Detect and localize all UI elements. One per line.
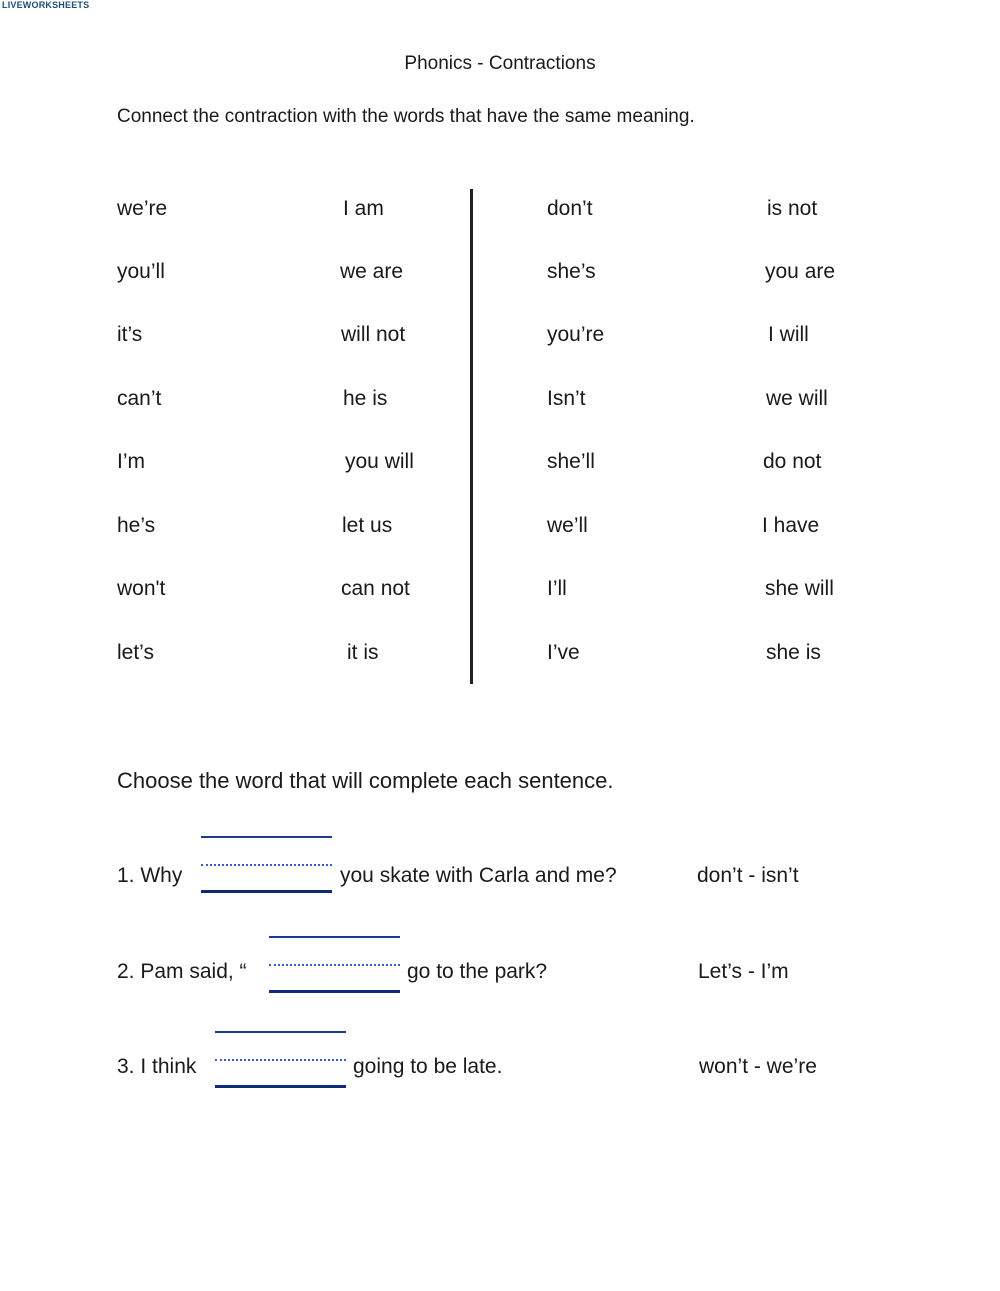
word-choices: don’t - isn’t bbox=[697, 864, 799, 887]
left-meaning[interactable]: we are bbox=[340, 260, 404, 283]
left-meaning[interactable]: it is bbox=[347, 641, 379, 664]
right-contraction[interactable]: she’ll bbox=[547, 450, 595, 473]
sentence-suffix: go to the park? bbox=[407, 960, 548, 983]
right-contraction[interactable]: we’ll bbox=[547, 514, 588, 537]
right-contraction[interactable]: you’re bbox=[547, 323, 605, 346]
matching-instruction: Connect the contraction with the words that have the same meaning. bbox=[117, 106, 695, 127]
answer-blank-3[interactable] bbox=[215, 1031, 346, 1087]
right-contraction[interactable]: she’s bbox=[547, 260, 596, 283]
left-meaning[interactable]: can not bbox=[341, 577, 410, 600]
answer-blank-2[interactable] bbox=[269, 936, 400, 992]
word-choices: Let’s - I’m bbox=[698, 960, 789, 983]
word-choices: won’t - we’re bbox=[699, 1055, 817, 1078]
left-meaning[interactable]: I am bbox=[343, 197, 384, 220]
right-meaning[interactable]: she will bbox=[765, 577, 834, 600]
right-contraction[interactable]: don’t bbox=[547, 197, 593, 220]
right-meaning[interactable]: she is bbox=[766, 641, 821, 664]
liveworksheets-logo: LIVEWORKSHEETS bbox=[2, 0, 90, 10]
sentence-prefix: 3. I think bbox=[117, 1055, 197, 1078]
left-contraction[interactable]: won't bbox=[117, 577, 166, 600]
left-contraction[interactable]: let’s bbox=[117, 641, 154, 664]
left-meaning[interactable]: will not bbox=[341, 323, 406, 346]
sentence-section-heading: Choose the word that will complete each sentence. bbox=[117, 768, 614, 793]
left-contraction[interactable]: you’ll bbox=[117, 260, 165, 283]
right-meaning[interactable]: we will bbox=[766, 387, 828, 410]
answer-blank-1[interactable] bbox=[201, 836, 332, 892]
right-contraction[interactable]: I’ll bbox=[547, 577, 567, 600]
left-contraction[interactable]: he’s bbox=[117, 514, 156, 537]
right-meaning[interactable]: is not bbox=[767, 197, 818, 220]
left-contraction[interactable]: it’s bbox=[117, 323, 143, 346]
right-contraction[interactable]: Isn’t bbox=[547, 387, 586, 410]
sentence-suffix: you skate with Carla and me? bbox=[340, 864, 617, 887]
column-divider bbox=[470, 189, 473, 684]
sentence-prefix: 2. Pam said, “ bbox=[117, 960, 247, 983]
left-contraction[interactable]: we’re bbox=[117, 197, 168, 220]
left-meaning[interactable]: he is bbox=[343, 387, 388, 410]
right-meaning[interactable]: you are bbox=[765, 260, 836, 283]
right-meaning[interactable]: do not bbox=[763, 450, 822, 473]
sentence-suffix: going to be late. bbox=[353, 1055, 503, 1078]
left-contraction[interactable]: I’m bbox=[117, 450, 145, 473]
right-contraction[interactable]: I’ve bbox=[547, 641, 580, 664]
left-meaning[interactable]: you will bbox=[345, 450, 414, 473]
left-meaning[interactable]: let us bbox=[342, 514, 393, 537]
left-contraction[interactable]: can’t bbox=[117, 387, 162, 410]
page-title: Phonics - Contractions bbox=[404, 53, 596, 74]
right-meaning[interactable]: I have bbox=[762, 514, 820, 537]
right-meaning[interactable]: I will bbox=[768, 323, 809, 346]
sentence-prefix: 1. Why bbox=[117, 864, 183, 887]
